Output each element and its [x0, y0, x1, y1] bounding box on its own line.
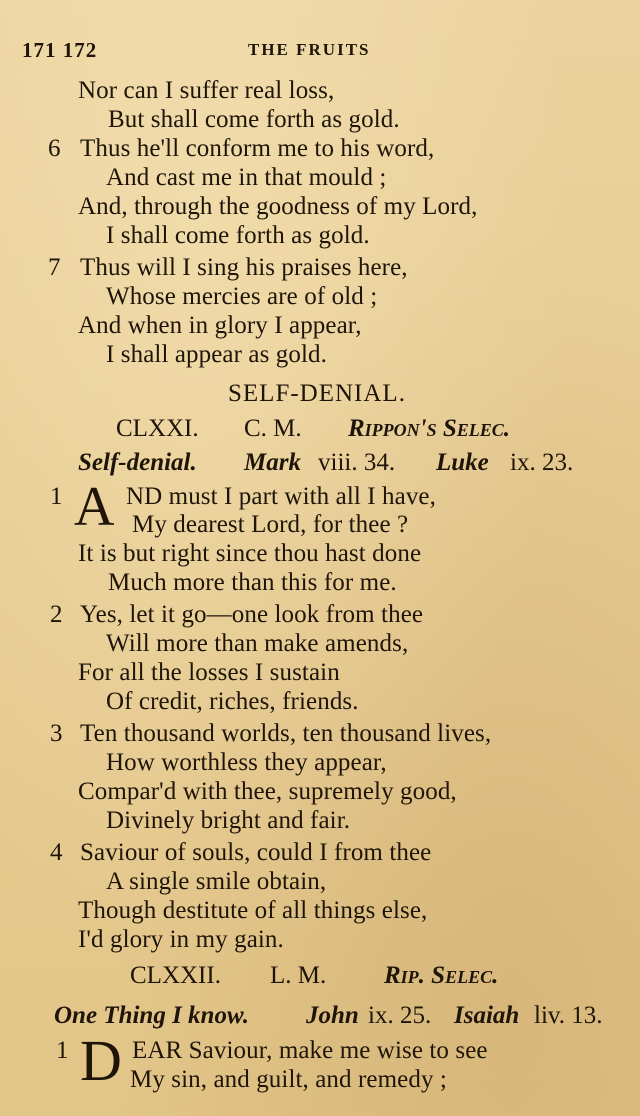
verse-line: But shall come forth as gold. [108, 106, 400, 133]
stanza-number: 3 [50, 720, 63, 747]
scripture-book: Luke [436, 449, 489, 476]
verse-line: How worthless they appear, [106, 749, 387, 776]
hymn-subject: Self-denial. [78, 449, 197, 476]
verse-line: And cast me in that mould ; [106, 164, 387, 191]
scripture-book: Mark [244, 449, 301, 476]
verse-line: A single smile obtain, [106, 868, 327, 895]
verse-line: Yes, let it go—one look from thee [80, 601, 424, 628]
verse-line: I'd glory in my gain. [78, 926, 284, 953]
drop-cap: A [74, 476, 115, 538]
verse-line: ND must I part with all I have, [126, 483, 436, 510]
verse-line: Nor can I suffer real loss, [78, 77, 335, 104]
verse-line: Thus will I sing his praises here, [80, 254, 408, 281]
verse-line: Whose mercies are of old ; [106, 283, 378, 310]
verse-line: I shall appear as gold. [106, 341, 327, 368]
scripture-ref: viii. 34. [318, 449, 396, 476]
verse-line: Divinely bright and fair. [106, 807, 351, 834]
verse-line: My dearest Lord, for thee ? [132, 511, 409, 538]
hymn-subject: One Thing I know. [54, 1002, 249, 1029]
hymn-number: CLXXII. [130, 962, 221, 989]
hymn-source: Rippon's Selec. [348, 415, 511, 442]
stanza-number: 4 [50, 839, 63, 866]
verse-line: Compar'd with thee, supremely good, [78, 778, 457, 805]
verse-line: Thus he'll conform me to his word, [80, 135, 435, 162]
stanza-number: 7 [48, 254, 61, 281]
scripture-ref: ix. 25. [368, 1002, 432, 1029]
running-title: THE FRUITS [248, 40, 371, 59]
verse-line: EAR Saviour, make me wise to see [132, 1037, 488, 1064]
stanza-number: 1 [50, 483, 63, 510]
verse-line: Will more than make amends, [106, 630, 409, 657]
verse-line: My sin, and guilt, and remedy ; [130, 1066, 447, 1093]
verse-line: And when in glory I appear, [78, 312, 362, 339]
verse-line: It is but right since thou hast done [78, 540, 422, 567]
verse-line: And, through the goodness of my Lord, [78, 193, 478, 220]
verse-line: For all the losses I sustain [78, 659, 340, 686]
stanza-number: 2 [50, 601, 63, 628]
scripture-ref: ix. 23. [510, 449, 574, 476]
hymn-number: CLXXI. [116, 415, 199, 442]
stanza-number: 6 [48, 135, 61, 162]
hymn-meter: L. M. [270, 962, 327, 989]
verse-line: Saviour of souls, could I from thee [80, 839, 432, 866]
scripture-book: John [306, 1002, 359, 1029]
section-title: SELF-DENIAL. [228, 380, 406, 407]
scripture-book: Isaiah [454, 1002, 520, 1029]
stanza-number: 1 [56, 1037, 69, 1064]
verse-line: Of credit, riches, friends. [106, 688, 359, 715]
hymn-source: Rip. Selec. [384, 962, 499, 989]
verse-line: Ten thousand worlds, ten thousand lives, [80, 720, 492, 747]
page-numbers: 171 172 [22, 38, 98, 62]
scripture-ref: liv. 13. [534, 1002, 603, 1029]
drop-cap: D [80, 1028, 122, 1093]
verse-line: Though destitute of all things else, [78, 897, 428, 924]
hymn-meter: C. M. [244, 415, 302, 442]
verse-line: Much more than this for me. [108, 569, 397, 596]
verse-line: I shall come forth as gold. [106, 222, 370, 249]
